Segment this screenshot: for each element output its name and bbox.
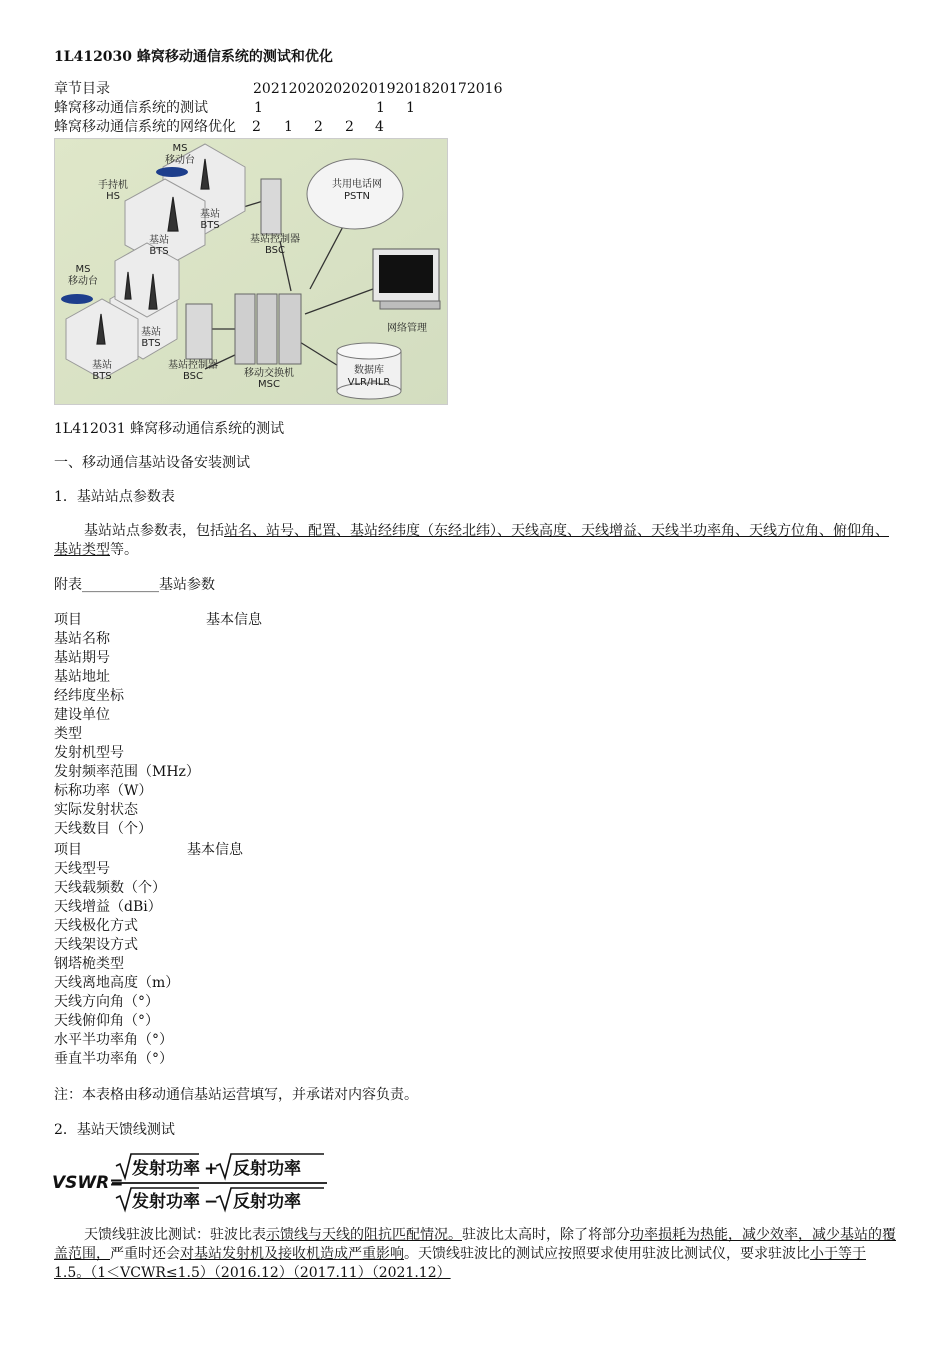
diagram-label: 移动交换机 (244, 368, 294, 379)
diagram-label: 移动台 (68, 276, 98, 287)
exam-year: 2017 (431, 81, 467, 97)
diagram-label: HS (106, 191, 120, 202)
param-row: 标称功率（W） (54, 783, 153, 799)
diagram-label: PSTN (344, 191, 370, 202)
diagram-label: 基站 (92, 360, 112, 371)
exam-cell: 2 (314, 119, 323, 135)
text-run: 基站站点参数表，包括 (84, 523, 224, 539)
exam-cell: 1 (406, 100, 415, 116)
exam-cell: 1 (376, 100, 385, 116)
subheading: 1．基站站点参数表 (54, 489, 175, 505)
diagram-label: MS (75, 264, 91, 275)
param-row: 实际发射状态 (54, 802, 138, 818)
diagram-label: MSC (258, 379, 280, 390)
param-row: 钢塔桅类型 (54, 956, 124, 972)
underlined-text: 对基站发射机及接收机造成严重影响 (180, 1246, 404, 1262)
exam-table-header (54, 80, 110, 99)
diagram-label: 共用电话网 (332, 179, 382, 190)
attachment-label: 附表___________基站参数 (54, 577, 215, 593)
formula-lhs: VSWR= (52, 1173, 124, 1193)
exam-cell: 2 (345, 119, 354, 135)
diagram-label: 基站 (200, 209, 220, 220)
text-run: 等。 (110, 542, 138, 558)
diagram-label: BSC (182, 371, 204, 382)
underlined-text: 示馈线与天线的阻抗匹配情况。 (266, 1227, 462, 1243)
underlined-text: 小于等于1.5。（1＜VCWR≤1.5）（2016.12）（2017.11）（2021.12） (54, 1246, 866, 1281)
diagram-label: 移动台 (165, 155, 195, 166)
diagram-label: 基站 (141, 327, 161, 338)
exam-year: 2019 (359, 81, 396, 97)
diagram-label: MS (172, 143, 188, 154)
bsc-cabinet-icon (261, 179, 281, 234)
param-row: 天线数目（个） (54, 821, 152, 837)
param-row: 水平半功率角（°） (54, 1032, 173, 1048)
param-row: 垂直半功率角（°） (54, 1051, 173, 1067)
car-icon (61, 294, 93, 304)
exam-col-label: 章节目录 (54, 81, 110, 97)
param-row: 基站期号 (54, 650, 110, 666)
formula-minus: − (204, 1192, 219, 1212)
heading: 一、移动通信基站设备安装测试 (54, 455, 250, 471)
table-note: 注：本表格由移动通信基站运营填写，并承诺对内容负责。 (54, 1087, 418, 1103)
table-header-info: 基本信息 (187, 842, 243, 858)
param-row: 天线载频数（个） (54, 880, 166, 896)
param-row: 发射频率范围（MHz） (54, 764, 200, 780)
section-title: 1L412031 蜂窝移动通信系统的测试 (54, 421, 285, 437)
diagram-label: 手持机 (98, 180, 128, 191)
text-run: 严重时还会 (110, 1246, 180, 1262)
formula-term: 反射功率 (233, 1192, 301, 1212)
vswr-formula (52, 1152, 332, 1214)
exam-cell: 1 (284, 119, 293, 135)
param-row: 天线俯仰角（°） (54, 1013, 159, 1029)
param-row: 经纬度坐标 (54, 688, 124, 704)
exam-row-label: 蜂窝移动通信系统的网络优化 (54, 119, 236, 135)
param-row: 建设单位 (54, 707, 110, 723)
diagram-label: 数据库 (354, 365, 384, 376)
text-run: 天馈线驻波比测试：驻波比表 (84, 1227, 266, 1243)
exam-year: 2018 (395, 81, 432, 97)
param-row: 天线极化方式 (54, 918, 138, 934)
text-run: 。天馈线驻波比的测试应按照要求使用驻波比测试仪，要求驻波比 (404, 1246, 810, 1262)
formula-term: 反射功率 (233, 1159, 301, 1179)
param-row: 发射机型号 (54, 745, 124, 761)
diagram-label: 基站控制器 (168, 360, 218, 371)
formula-term: 发射功率 (132, 1159, 200, 1179)
exam-row-label: 蜂窝移动通信系统的测试 (54, 100, 208, 116)
table-header-item: 项目 (54, 842, 82, 858)
param-row: 类型 (54, 726, 82, 742)
param-row: 基站地址 (54, 669, 110, 685)
exam-year: 2021 (253, 81, 289, 97)
msc-cabinet-icon (235, 294, 255, 364)
param-row: 天线方向角（°） (54, 994, 159, 1010)
diagram-label: BSC (264, 245, 286, 256)
text-run: 驻波比太高时，除了将部分 (462, 1227, 630, 1243)
diagram-label: VLR/HLR (347, 377, 391, 388)
param-row: 基站名称 (54, 631, 110, 647)
diagram-label: 基站 (149, 235, 169, 246)
param-row: 天线架设方式 (54, 937, 138, 953)
exam-year: 2020 (324, 81, 360, 97)
exam-cell: 2 (252, 119, 261, 135)
paragraph-site-params (54, 522, 896, 560)
cellular-system-diagram (54, 138, 448, 405)
subheading: 2．基站天馈线测试 (54, 1122, 175, 1138)
exam-year: 2020 (288, 81, 325, 97)
param-row: 天线型号 (54, 861, 110, 877)
underlined-text: 功率损耗为热能，减少效率，减少基站的覆盖范围， (54, 1227, 896, 1262)
diagram-label: BTS (92, 371, 112, 382)
diagram-label: BTS (200, 220, 220, 231)
diagram-label: 基站控制器 (250, 234, 300, 245)
paragraph-vswr (54, 1226, 896, 1283)
car-icon (156, 167, 188, 177)
bsc-cabinet-icon (186, 304, 212, 359)
param-list-1 (54, 630, 200, 839)
formula-plus: + (204, 1159, 219, 1179)
diagram-label: 网络管理 (387, 323, 427, 334)
underlined-text: 站名、站号、配置、基站经纬度（东经北纬）、天线高度、天线增益、天线半功率角、天线方位角、俯仰角、基站类型 (54, 523, 889, 558)
exam-year-headers (253, 80, 502, 99)
exam-year: 2016 (466, 81, 503, 97)
param-list-2 (54, 860, 179, 1069)
table-header-info: 基本信息 (206, 612, 262, 628)
table-header-item: 项目 (54, 612, 82, 628)
param-row: 天线增益（dBi） (54, 899, 162, 915)
page-title: 1L412030 蜂窝移动通信系统的测试和优化 (54, 49, 333, 65)
diagram-label: BTS (141, 338, 161, 349)
exam-cell: 4 (375, 119, 384, 135)
diagram-label: BTS (149, 246, 169, 257)
monitor-icon (373, 249, 440, 309)
exam-cell: 1 (254, 100, 263, 116)
formula-term: 发射功率 (132, 1192, 200, 1212)
param-row: 天线离地高度（m） (54, 975, 180, 991)
